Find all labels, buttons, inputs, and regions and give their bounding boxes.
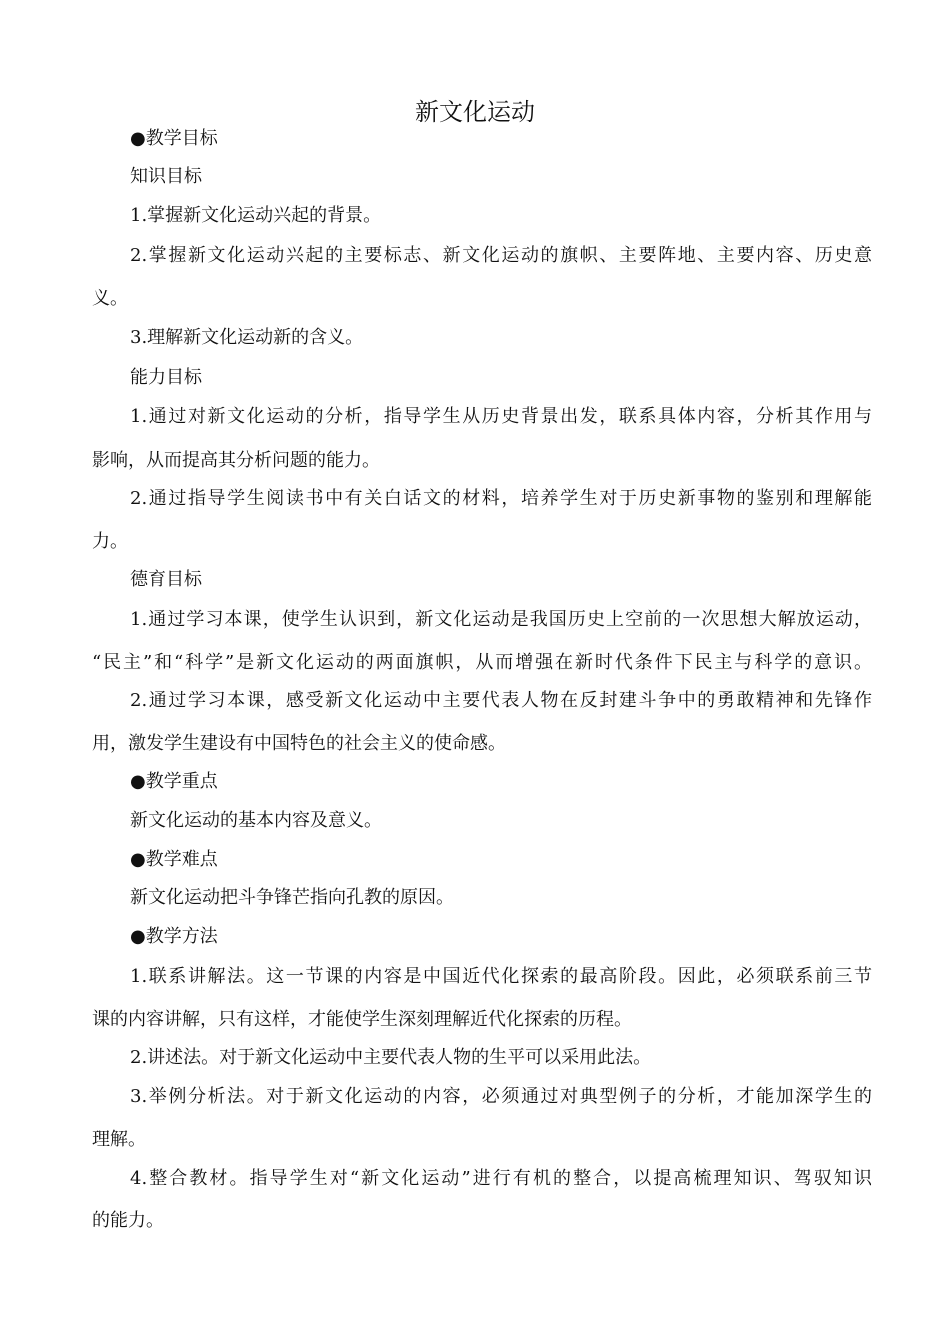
paragraph-line: 1.通过学习本课，使学生认识到，新文化运动是我国历史上空前的一次思想大解放运动， [130,609,872,630]
paragraph-line: 2.通过学习本课，感受新文化运动中主要代表人物在反封建斗争中的勇敢精神和先锋作 [130,690,872,711]
paragraph-line: 力。 [92,531,128,552]
paragraph-line: 4.整合教材。指导学生对“新文化运动”进行有机的整合，以提高梳理知识、驾驭知识 [130,1168,872,1189]
paragraph-line: 2.通过指导学生阅读书中有关白话文的材料，培养学生对于历史新事物的鉴别和理解能 [130,488,872,509]
paragraph-line: 用，激发学生建设有中国特色的社会主义的使命感。 [92,733,506,754]
paragraph-line: “民主”和“科学”是新文化运动的两面旗帜，从而增强在新时代条件下民主与科学的意识。 [92,652,872,673]
section-heading-difficulties: ●教学难点 [130,849,218,870]
paragraph-line: 1.联系讲解法。这一节课的内容是中国近代化探索的最高阶段。因此，必须联系前三节 [130,966,872,987]
paragraph-line: 的能力。 [92,1210,164,1231]
paragraph-line: 3.举例分析法。对于新文化运动的内容，必须通过对典型例子的分析，才能加深学生的 [130,1086,872,1107]
section-heading-key-points: ●教学重点 [130,771,218,792]
paragraph-line: 新文化运动把斗争锋芒指向孔教的原因。 [130,887,454,908]
paragraph-line: 新文化运动的基本内容及意义。 [130,810,382,831]
section-heading-methods: ●教学方法 [130,926,218,947]
paragraph-line: 影响，从而提高其分析问题的能力。 [92,450,380,471]
paragraph-line: 2.掌握新文化运动兴起的主要标志、新文化运动的旗帜、主要阵地、主要内容、历史意 [130,245,872,266]
paragraph-line: 3.理解新文化运动新的含义。 [130,327,364,348]
paragraph-line: 1.通过对新文化运动的分析，指导学生从历史背景出发，联系具体内容，分析其作用与 [130,406,872,427]
paragraph-line: 课的内容讲解，只有这样，才能使学生深刻理解近代化探索的历程。 [92,1009,632,1030]
paragraph-line: 理解。 [92,1129,146,1150]
subheading-ability-goals: 能力目标 [130,367,202,388]
paragraph-line: 1.掌握新文化运动兴起的背景。 [130,205,382,226]
paragraph-line: 2.讲述法。对于新文化运动中主要代表人物的生平可以采用此法。 [130,1047,652,1068]
section-heading-teaching-goals: ●教学目标 [130,128,218,149]
paragraph-line: 义。 [92,288,128,309]
subheading-moral-goals: 德育目标 [130,569,202,590]
subheading-knowledge-goals: 知识目标 [130,166,202,187]
document-title: 新文化运动 [415,98,535,126]
